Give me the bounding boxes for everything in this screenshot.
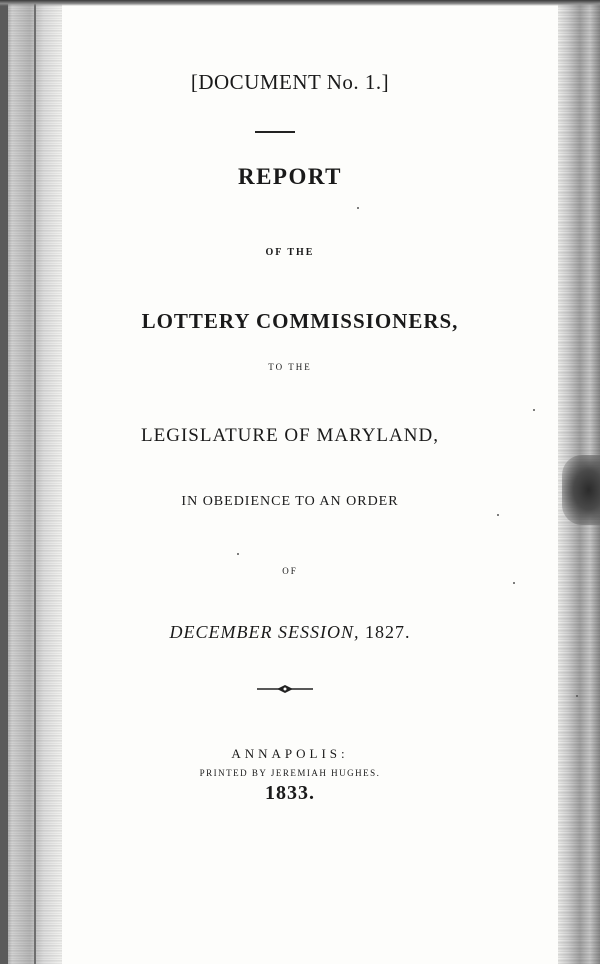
purpose-line: IN OBEDIENCE TO AN ORDER: [181, 494, 399, 509]
body-name: LOTTERY COMMISSIONERS,: [141, 309, 459, 333]
right-edge-blot: [562, 455, 600, 525]
ornament-divider: [255, 683, 315, 695]
imprint-year: 1833.: [265, 782, 315, 804]
imprint-city: ANNAPOLIS:: [231, 746, 349, 761]
of-connector: OF: [282, 566, 298, 576]
imprint-printer: PRINTED BY JEREMIAH HUGHES.: [199, 768, 381, 778]
of-the-connector: OF THE: [265, 247, 315, 258]
left-edge-shadow: [0, 0, 8, 964]
top-edge: [0, 0, 600, 6]
session-name: DECEMBER SESSION,: [169, 622, 360, 642]
speck: [513, 582, 515, 584]
document-number: [DOCUMENT No. 1.]: [190, 70, 390, 94]
recipient: LEGISLATURE OF MARYLAND,: [141, 425, 439, 446]
speck: [576, 695, 578, 697]
to-the-connector: TO THE: [268, 362, 312, 372]
session-line: [60, 622, 520, 643]
session-year: 1827.: [364, 622, 411, 642]
speck: [533, 409, 535, 411]
short-rule-divider: [255, 131, 295, 133]
left-binding-edge: [0, 0, 62, 964]
report-title: REPORT: [237, 164, 343, 189]
speck: [497, 514, 499, 516]
speck: [237, 553, 239, 555]
left-edge-line: [34, 0, 36, 964]
speck: [357, 207, 359, 209]
